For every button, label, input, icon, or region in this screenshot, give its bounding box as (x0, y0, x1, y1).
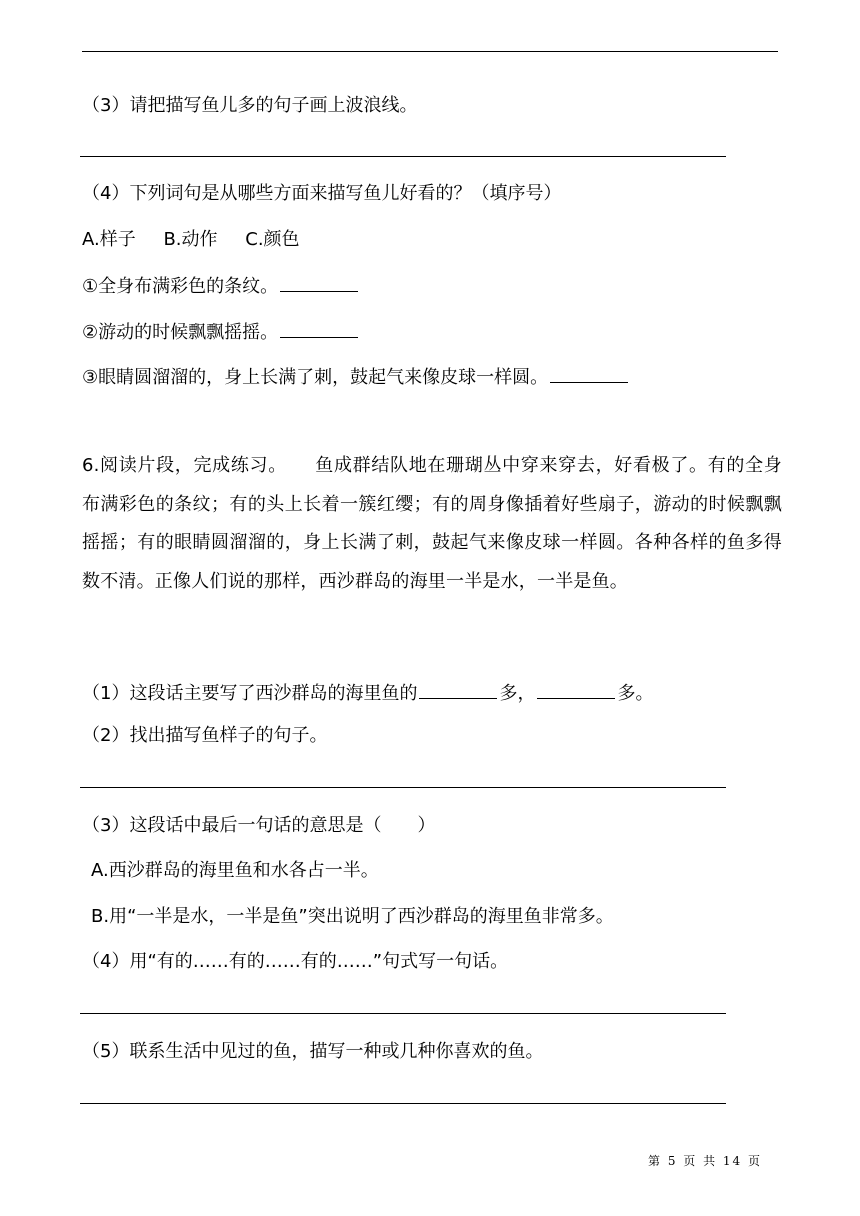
q6-item5: （5）联系生活中见过的鱼，描写一种或几种你喜欢的鱼。 (82, 1041, 544, 1062)
answer-line[interactable] (80, 1013, 726, 1014)
q5-options (82, 228, 300, 252)
item1-suffix: 多。 (617, 683, 654, 704)
q6-item4: （4）用“有的……有的……有的……”句式写一句话。 (82, 951, 509, 972)
option-c: C.颜色 (245, 229, 300, 250)
item1-mid: 多， (499, 683, 536, 704)
fill-blank[interactable] (537, 680, 615, 699)
fill-blank[interactable] (550, 364, 628, 383)
option-b: B.动作 (163, 229, 218, 250)
q6-item1 (82, 680, 653, 706)
answer-line[interactable] (80, 1103, 726, 1104)
header-rule (82, 51, 778, 52)
sub3-text: ③眼睛圆溜溜的，身上长满了刺，鼓起气来像皮球一样圆。 (82, 367, 549, 388)
q6-item3-option-a: A.西沙群岛的海里鱼和水各占一半。 (91, 860, 379, 881)
answer-line[interactable] (80, 156, 726, 157)
item1-prefix: （1）这段话主要写了西沙群岛的海里鱼的 (82, 683, 418, 704)
q5-sub1 (82, 273, 360, 299)
fill-blank[interactable] (280, 319, 358, 338)
q5-item3: （3）请把描写鱼儿多的句子画上波浪线。 (82, 95, 418, 116)
fill-blank[interactable] (419, 680, 497, 699)
sub2-text: ②游动的时候飘飘摇摇。 (82, 322, 279, 343)
q5-sub3 (82, 364, 630, 390)
sub1-text: ①全身布满彩色的条纹。 (82, 276, 279, 297)
q6-passage: 6.阅读片段，完成练习。 鱼成群结队地在珊瑚丛中穿来穿去，好看极了。有的全身布满彩色的条纹；有的头上长着一簇红缨；有的周身像插着好些扇子，游动的时候飘飘摇摇；有的眼睛圆溜溜的，身上长满了刺，鼓起气来像皮球一样圆。各种各样的鱼多得数不清。正像人们说的那样，西沙群岛的海里一半是水，一半是鱼。 (82, 455, 782, 592)
option-a: A.样子 (82, 229, 136, 250)
page-number: 第 5 页 共 14 页 (648, 1154, 762, 1168)
q6-item2: （2）找出描写鱼样子的句子。 (82, 725, 328, 746)
q5-item4: （4）下列词句是从哪些方面来描写鱼儿好看的？（填序号） (82, 183, 562, 204)
q5-sub2 (82, 319, 360, 345)
fill-blank[interactable] (280, 273, 358, 292)
q6-item3-option-b: B.用“一半是水，一半是鱼”突出说明了西沙群岛的海里鱼非常多。 (91, 906, 614, 927)
answer-line[interactable] (80, 787, 726, 788)
q6-item3: （3）这段话中最后一句话的意思是（ ） (82, 815, 436, 836)
